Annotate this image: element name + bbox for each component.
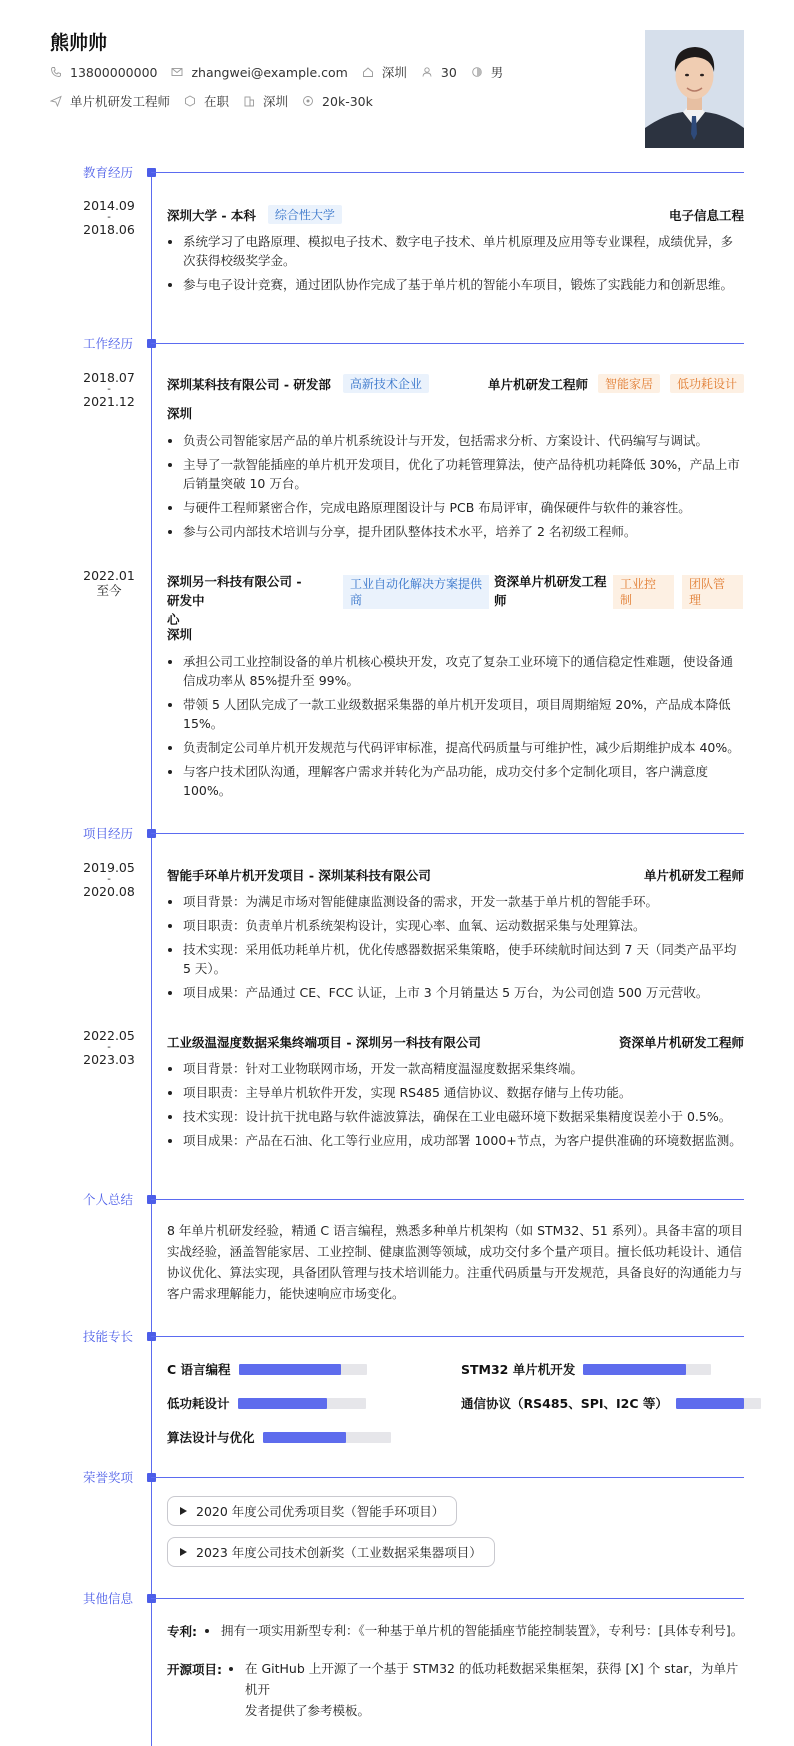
date-end: 至今 bbox=[96, 583, 122, 598]
status-item bbox=[184, 92, 229, 110]
expected-city-text: 深圳 bbox=[263, 94, 289, 109]
skill-name: STM32 单片机开发 bbox=[461, 1362, 576, 1377]
company-tag bbox=[343, 575, 489, 609]
bullet-dot bbox=[205, 1629, 209, 1633]
role-name-line: 资深单片机研发工程 bbox=[494, 574, 607, 589]
list-item: 项目成果：产品通过 CE、FCC 认证，上市 3 个月销量达 5 万台，为公司创造 500 万元营收。 bbox=[167, 983, 744, 1002]
phone-icon bbox=[50, 66, 62, 78]
job-intent-row bbox=[50, 92, 387, 110]
role-tag: 低功耗设计 bbox=[670, 374, 744, 393]
date-start: 2018.07 bbox=[83, 370, 135, 385]
list-item: 带领 5 人团队完成了一款工业级数据采集器的单片机开发项目，项目周期缩短 20%，产品成本降低 15%。 bbox=[167, 695, 744, 733]
company-name-line: 心 bbox=[167, 612, 180, 627]
project-head bbox=[167, 1033, 744, 1051]
work-city: 深圳 bbox=[167, 406, 193, 421]
section-project bbox=[0, 824, 794, 844]
date-end: 2018.06 bbox=[83, 222, 135, 237]
age-item bbox=[421, 65, 457, 80]
opensource-label: 开源项目: bbox=[167, 1662, 222, 1677]
skill-name: C 语言编程 bbox=[167, 1362, 231, 1377]
status-icon bbox=[184, 95, 196, 107]
work-head bbox=[167, 374, 744, 393]
date-end: 2023.03 bbox=[83, 1052, 135, 1067]
tag-line: 工业自动化解决方案提供 bbox=[350, 577, 483, 591]
position-item bbox=[50, 92, 170, 110]
user-icon bbox=[421, 66, 433, 78]
date-start: 2019.05 bbox=[83, 860, 135, 875]
role-tag bbox=[682, 575, 743, 609]
list-item: 技术实现：设计抗干扰电路与软件滤波算法，确保在工业电磁环境下数据采集精度误差小于 0.5%。 bbox=[167, 1107, 744, 1126]
opensource-text bbox=[245, 1658, 744, 1721]
tag-line: 理 bbox=[689, 593, 702, 607]
city-text: 深圳 bbox=[381, 65, 407, 80]
section-divider bbox=[151, 343, 744, 344]
skill-bar bbox=[676, 1398, 761, 1409]
gender-text: 男 bbox=[490, 65, 504, 80]
timeline-line bbox=[151, 172, 152, 1746]
list-item: 参与公司内部技术培训与分享，提升团队整体技术水平，培养了 2 名初级工程师。 bbox=[167, 522, 744, 541]
opensource-text-line: 发者提供了参考模板。 bbox=[245, 1703, 371, 1718]
section-education bbox=[0, 163, 794, 183]
section-divider bbox=[151, 833, 744, 834]
profile-photo bbox=[645, 30, 744, 148]
list-item: 项目背景：针对工业物联网市场，开发一款高精度温湿度数据采集终端。 bbox=[167, 1059, 744, 1078]
section-title: 荣誉奖项 bbox=[83, 1470, 134, 1485]
skill-name: 通信协议（RS485、SPI、I2C 等） bbox=[461, 1396, 668, 1411]
role-tag: 智能家居 bbox=[598, 374, 660, 393]
section-title: 技能专长 bbox=[83, 1329, 134, 1344]
role-name bbox=[494, 572, 619, 610]
skill-name: 算法设计与优化 bbox=[167, 1430, 255, 1445]
status-text: 在职 bbox=[204, 94, 230, 109]
expected-city-item bbox=[243, 92, 288, 110]
project-bullets bbox=[167, 892, 744, 1007]
list-item: 与硬件工程师紧密合作，完成电路原理图设计与 PCB 布局评审，确保硬件与软件的兼容性。 bbox=[167, 498, 744, 517]
list-item: 项目职责：负责单片机系统架构设计，实现心率、血氧、运动数据采集与处理算法。 bbox=[167, 916, 744, 935]
list-item: 主导了一款智能插座的单片机开发项目，优化了功耗管理算法，使产品待机功耗降低 30%，产品上市后销量突破 10 万台。 bbox=[167, 455, 744, 493]
skill-level bbox=[583, 1364, 685, 1375]
company-name: 深圳某科技有限公司 - 研发部 bbox=[167, 376, 331, 392]
tag-line: 工业控 bbox=[620, 577, 657, 591]
section-divider bbox=[151, 1598, 744, 1599]
gender-item bbox=[471, 63, 504, 81]
date-start: 2022.05 bbox=[83, 1028, 135, 1043]
project-role: 单片机研发工程师 bbox=[643, 868, 744, 883]
work-bullets bbox=[167, 431, 744, 546]
award-text: 2020 年度公司优秀项目奖（智能手环项目） bbox=[196, 1504, 445, 1519]
section-title: 教育经历 bbox=[83, 165, 134, 180]
skill-level bbox=[263, 1432, 346, 1443]
award-item[interactable] bbox=[167, 1496, 457, 1526]
skill-level bbox=[676, 1398, 744, 1409]
skill-bar bbox=[263, 1432, 391, 1443]
patent-text: 拥有一项实用新型专利：《一种基于单片机的智能插座节能控制装置》，专利号：[具体专利号]。 bbox=[221, 1623, 744, 1638]
section-awards bbox=[0, 1468, 794, 1488]
list-item: 承担公司工业控制设备的单片机核心模块开发，攻克了复杂工业环境下的通信稳定性难题，使设备通信成功率从 85%提升至 99%。 bbox=[167, 652, 744, 690]
award-item[interactable] bbox=[167, 1537, 495, 1567]
list-item: 技术实现：采用低功耗单片机，优化传感器数据采集策略，使手环续航时间达到 7 天（同类产品平均 5 天）。 bbox=[167, 940, 744, 978]
role-name-line: 师 bbox=[494, 593, 507, 608]
mail-icon bbox=[171, 66, 183, 78]
education-head bbox=[167, 205, 744, 224]
skill-level bbox=[238, 1398, 328, 1409]
expand-triangle-icon bbox=[180, 1548, 187, 1556]
major-name: 电子信息工程 bbox=[668, 207, 744, 223]
date-start: 2014.09 bbox=[83, 198, 135, 213]
list-item: 负责制定公司单片机开发规范与代码评审标准，提高代码质量与可维护性，减少后期维护成本 40%。 bbox=[167, 738, 744, 757]
list-item: 参与电子设计竞赛，通过团队协作完成了基于单片机的智能小车项目，锻炼了实践能力和创新思维。 bbox=[167, 275, 744, 294]
skill-item bbox=[167, 1360, 367, 1378]
school-tag: 综合性大学 bbox=[268, 205, 342, 224]
project-date bbox=[74, 860, 144, 899]
section-title: 其他信息 bbox=[83, 1591, 134, 1606]
date-dash: - bbox=[107, 874, 111, 885]
date-dash: - bbox=[107, 1042, 111, 1053]
city-item bbox=[362, 63, 407, 81]
section-title: 工作经历 bbox=[83, 336, 134, 351]
list-item: 项目背景：为满足市场对智能健康监测设备的需求，开发一款基于单片机的智能手环。 bbox=[167, 892, 744, 911]
project-date bbox=[74, 1028, 144, 1067]
project-title: 工业级温湿度数据采集终端项目 - 深圳另一科技有限公司 bbox=[167, 1035, 481, 1050]
expand-triangle-icon bbox=[180, 1507, 187, 1515]
phone-text: 13800000000 bbox=[70, 64, 158, 80]
skill-item bbox=[461, 1394, 761, 1412]
role-name: 单片机研发工程师 bbox=[487, 376, 588, 392]
skill-bar bbox=[239, 1364, 367, 1375]
skill-item bbox=[167, 1394, 366, 1412]
date-dash: - bbox=[107, 212, 111, 223]
date-end: 2021.12 bbox=[83, 394, 135, 409]
company-name bbox=[167, 572, 310, 629]
school-name: 深圳大学 - 本科 bbox=[167, 207, 256, 223]
building-icon bbox=[243, 95, 255, 107]
list-item: 项目职责：主导单片机软件开发，实现 RS485 通信协议、数据存储与上传功能。 bbox=[167, 1083, 744, 1102]
email-item bbox=[171, 65, 347, 80]
skill-item bbox=[461, 1360, 711, 1378]
list-item: 与客户技术团队沟通，理解客户需求并转化为产品功能，成功交付多个定制化项目，客户满意度 100%。 bbox=[167, 762, 744, 800]
home-icon bbox=[362, 66, 374, 78]
work-date bbox=[74, 568, 144, 598]
section-skills bbox=[0, 1327, 794, 1347]
list-item: 项目成果：产品在石油、化工等行业应用，成功部署 1000+节点，为客户提供准确的环境数据监测。 bbox=[167, 1131, 744, 1150]
section-divider bbox=[151, 1199, 744, 1200]
money-icon bbox=[302, 95, 314, 107]
section-divider bbox=[151, 1477, 744, 1478]
education-date bbox=[74, 198, 144, 237]
work-bullets bbox=[167, 652, 744, 805]
company-name-line: 深圳另一科技有限公司 - 研发中 bbox=[167, 574, 302, 608]
salary-item bbox=[302, 94, 373, 109]
opensource-text-line: 在 GitHub 上开源了一个基于 STM32 的低功耗数据采集框架，获得 [X] 个 star，为单片机开 bbox=[245, 1661, 739, 1697]
list-item: 系统学习了电路原理、模拟电子技术、数字电子技术、单片机原理及应用等专业课程，成绩优异，多次获得校级奖学金。 bbox=[167, 232, 744, 270]
tag-line: 团队管 bbox=[689, 577, 726, 591]
age-text: 30 bbox=[440, 64, 457, 80]
section-work bbox=[0, 334, 794, 354]
project-role: 资深单片机研发工程师 bbox=[618, 1035, 744, 1050]
work-date bbox=[74, 370, 144, 409]
section-summary bbox=[0, 1190, 794, 1210]
position-text: 单片机研发工程师 bbox=[70, 94, 171, 109]
list-item: 负责公司智能家居产品的单片机系统设计与开发，包括需求分析、方案设计、代码编写与调试。 bbox=[167, 431, 744, 450]
phone-item bbox=[50, 65, 157, 80]
section-divider bbox=[151, 172, 744, 173]
summary-text: 8 年单片机研发经验，精通 C 语言编程，熟悉多种单片机架构（如 STM32、51 系列）。具备丰富的项目实战经验，涵盖智能家居、工业控制、健康监测等领域，成功交付多个量产项目。擅长低功耗设计、通信协议优化、算法实现，具备团队管理与技术培训能力。注重代码质量与开发规范，具备良好的沟通能力与客户需求理解能力，能快速响应市场变化。 bbox=[167, 1223, 743, 1301]
tag-line: 制 bbox=[620, 593, 633, 607]
gender-icon bbox=[471, 66, 483, 78]
project-head bbox=[167, 866, 744, 884]
role-tag bbox=[613, 575, 674, 609]
section-other bbox=[0, 1589, 794, 1609]
company-tag: 高新技术企业 bbox=[343, 374, 429, 393]
education-bullets bbox=[167, 232, 744, 299]
section-divider bbox=[151, 1336, 744, 1337]
skill-name: 低功耗设计 bbox=[167, 1396, 230, 1411]
project-bullets bbox=[167, 1059, 744, 1155]
send-icon bbox=[50, 95, 62, 107]
patent-label: 专利: bbox=[167, 1624, 197, 1639]
section-title: 项目经历 bbox=[83, 826, 134, 841]
skill-item bbox=[167, 1428, 391, 1446]
skill-bar bbox=[238, 1398, 366, 1409]
contact-row bbox=[50, 63, 517, 81]
candidate-name: 熊帅帅 bbox=[50, 32, 108, 54]
section-title: 个人总结 bbox=[83, 1192, 134, 1207]
bullet-dot bbox=[229, 1667, 233, 1671]
project-title: 智能手环单片机开发项目 - 深圳某科技有限公司 bbox=[167, 868, 431, 883]
date-start: 2022.01 bbox=[83, 568, 135, 583]
skill-bar bbox=[583, 1364, 711, 1375]
award-text: 2023 年度公司技术创新奖（工业数据采集器项目） bbox=[196, 1545, 482, 1560]
date-end: 2020.08 bbox=[83, 884, 135, 899]
salary-text: 20k-30k bbox=[322, 93, 373, 109]
work-city: 深圳 bbox=[167, 627, 193, 642]
date-dash: - bbox=[107, 384, 111, 395]
skill-level bbox=[239, 1364, 341, 1375]
tag-line: 商 bbox=[350, 593, 363, 607]
email-text: zhangwei@example.com bbox=[191, 64, 348, 80]
